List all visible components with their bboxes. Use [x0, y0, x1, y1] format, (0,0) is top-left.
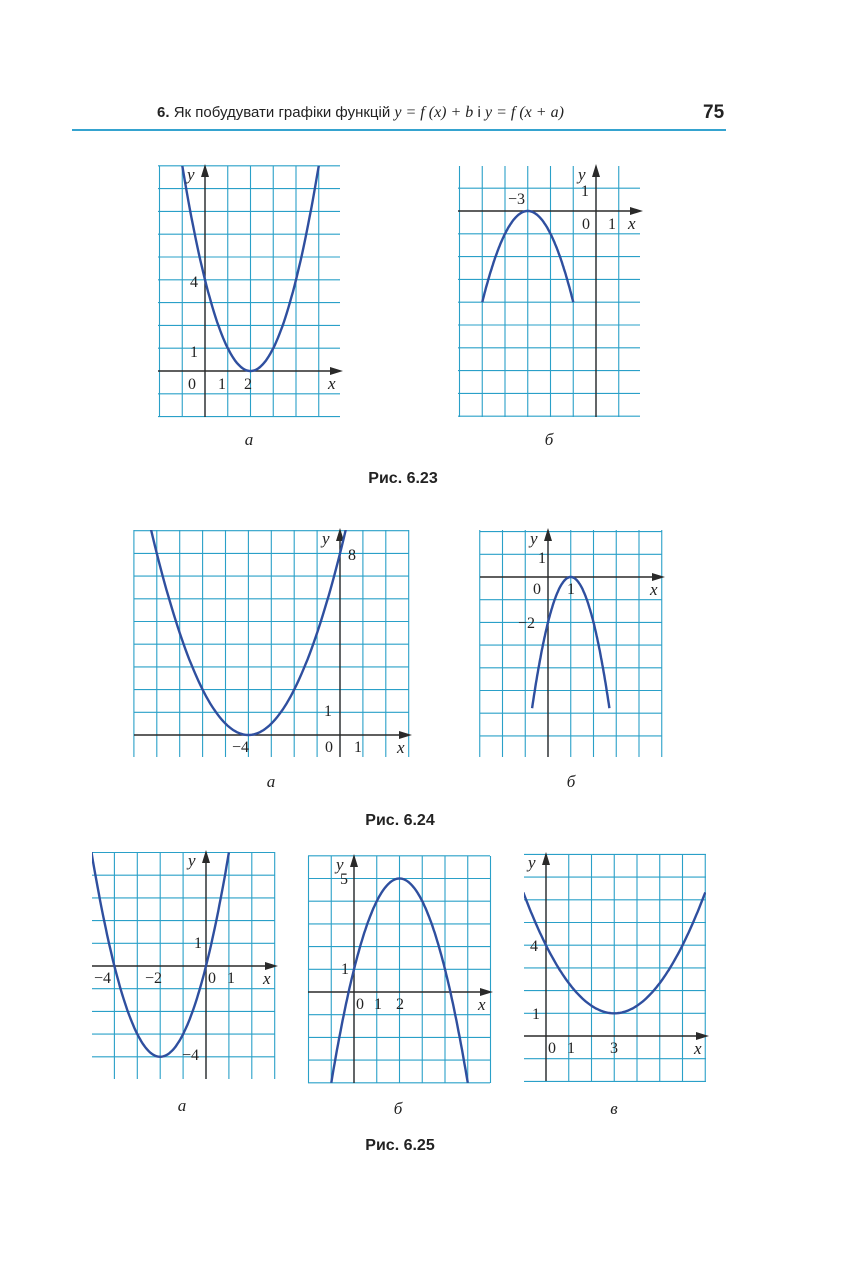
graph-1: [158, 6, 343, 449]
tick-label: −4: [182, 1047, 200, 1064]
subfigure-label: а: [244, 430, 254, 449]
tick-label: 0: [325, 739, 333, 756]
graph-7: [523, 852, 709, 1118]
y-axis-label: y: [187, 165, 195, 184]
tick-label: 1: [341, 961, 349, 978]
tick-label: 0: [582, 216, 590, 233]
tick-label: 0: [548, 1040, 556, 1057]
graph-6: [308, 854, 493, 1118]
tick-label: 1: [532, 1006, 540, 1023]
subfigure-label: б: [393, 1099, 403, 1118]
tick-label: 0: [188, 376, 196, 393]
tick-label: −4: [94, 970, 112, 987]
formula-1: y = f (x) + b: [394, 104, 474, 121]
tick-label: 4: [190, 274, 198, 291]
tick-label: 1: [354, 739, 362, 756]
tick-label: 1: [538, 550, 546, 567]
subfigure-label: б: [566, 772, 576, 791]
formula-2: y = f (x + a): [485, 104, 564, 121]
tick-label: 2: [244, 376, 252, 393]
x-axis-label: x: [478, 995, 486, 1014]
x-axis-label: x: [397, 738, 405, 757]
x-axis-label: x: [628, 214, 636, 233]
tick-label: 1: [194, 935, 202, 952]
tick-label: 1: [227, 970, 235, 987]
tick-label: 1: [218, 376, 226, 393]
figure-caption: Рис. 6.24: [365, 812, 435, 829]
tick-label: −2: [145, 970, 163, 987]
tick-label: 1: [190, 344, 198, 361]
tick-label: 1: [608, 216, 616, 233]
x-axis-label: x: [328, 374, 336, 393]
figure-caption: Рис. 6.25: [365, 1137, 435, 1154]
y-axis-arrow: [592, 164, 600, 177]
graph-5: [87, 824, 278, 1115]
tick-label: 1: [324, 703, 332, 720]
tick-label: 5: [340, 871, 348, 888]
subfigure-label: в: [610, 1099, 618, 1118]
y-axis-label: y: [578, 165, 586, 184]
figure-caption: Рис. 6.23: [368, 470, 438, 487]
section-title: Як побудувати графіки функцій: [173, 104, 391, 121]
tick-label: −3: [508, 191, 526, 208]
tick-label: 2: [396, 996, 404, 1013]
page-number: 75: [703, 102, 725, 123]
conjunction: і: [477, 104, 481, 121]
y-axis-label: y: [322, 529, 330, 548]
subfigure-label: а: [177, 1096, 187, 1115]
graph-2: [458, 164, 643, 449]
y-axis-label: y: [528, 853, 536, 872]
tick-label: 0: [356, 996, 364, 1013]
tick-label: 0: [208, 970, 216, 987]
x-axis-label: x: [263, 969, 271, 988]
tick-label: −2: [518, 615, 536, 632]
tick-label: 3: [610, 1040, 618, 1057]
y-axis-arrow: [544, 528, 552, 541]
y-axis-label: y: [336, 855, 344, 874]
tick-label: −4: [232, 739, 250, 756]
tick-label: 1: [567, 581, 575, 598]
section-number: 6.: [157, 104, 170, 121]
y-axis-label: y: [530, 529, 538, 548]
x-axis-label: x: [650, 580, 658, 599]
subfigure-label: б: [544, 430, 554, 449]
tick-label: 4: [530, 938, 538, 955]
tick-label: 1: [581, 183, 589, 200]
graph-3: [134, 451, 412, 791]
tick-label: 1: [374, 996, 382, 1013]
y-axis-label: y: [188, 851, 196, 870]
tick-label: 1: [567, 1040, 575, 1057]
tick-label: 0: [533, 581, 541, 598]
tick-label: 8: [348, 547, 356, 564]
x-axis-label: x: [694, 1039, 702, 1058]
subfigure-label: а: [266, 772, 276, 791]
graph-4: [480, 528, 665, 791]
